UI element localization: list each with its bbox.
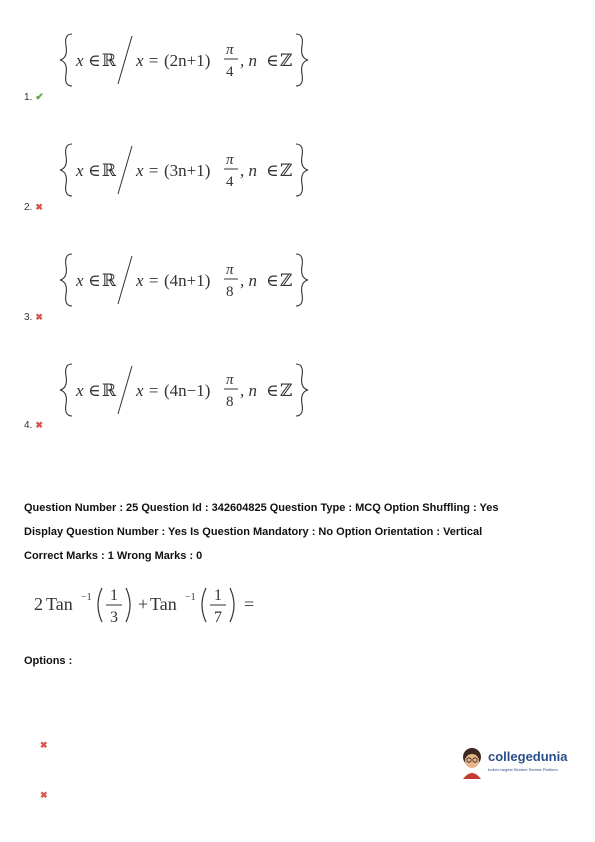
paren-open-2 — [202, 588, 206, 622]
expr-fn-1: Tan — [46, 594, 73, 614]
brace-open — [60, 364, 72, 416]
coef: (3n+1) — [164, 161, 211, 180]
in-symbol: ∈ — [88, 271, 101, 291]
option-1-formula — [60, 30, 340, 95]
slash — [118, 36, 132, 84]
expr-frac2-num: 1 — [214, 587, 222, 604]
brace-close — [296, 364, 308, 416]
pi-symbol: π — [226, 372, 234, 388]
expr-sup-2: −1 — [185, 592, 196, 603]
cross-icon: ✖ — [40, 740, 48, 750]
in-symbol-2: ∈ — [266, 51, 279, 71]
pi-symbol: π — [226, 262, 234, 278]
slash — [118, 146, 132, 194]
question-meta-line3: Correct Marks : 1 Wrong Marks : 0 — [24, 550, 203, 562]
option-4-label — [24, 420, 43, 431]
comma-n: , n — [240, 161, 257, 180]
set-formula-svg — [60, 140, 340, 200]
brace-open — [60, 254, 72, 306]
eq-lhs: x = — [136, 51, 160, 70]
expr-frac1-den: 3 — [110, 609, 118, 626]
question-meta-line1: Question Number : 25 Question Id : 342604825 Question Type : MCQ Option Shuffling : Yes — [24, 502, 499, 514]
logo-tagline: India's largest Student Review Platform — [488, 767, 558, 772]
option-number: 2. — [24, 202, 33, 213]
in-symbol-2: ∈ — [266, 381, 279, 401]
expr-frac1-num: 1 — [110, 587, 118, 604]
option-3-label — [24, 312, 43, 323]
brace-open — [60, 34, 72, 86]
option-3-formula — [60, 250, 340, 315]
option-number: 4. — [24, 420, 33, 431]
expr-frac2-den: 7 — [214, 609, 222, 626]
var-x: x — [76, 381, 84, 400]
option-2-formula — [60, 140, 340, 205]
cross-icon: ✖ — [35, 202, 43, 212]
eq-lhs: x = — [136, 161, 160, 180]
logo-name: collegedunia — [488, 749, 568, 764]
pi-symbol: π — [226, 152, 234, 168]
pi-symbol: π — [226, 42, 234, 58]
set-formula-svg — [60, 250, 340, 310]
paren-close-1 — [126, 588, 130, 622]
set-formula-svg — [60, 360, 340, 420]
option-number: 3. — [24, 312, 33, 323]
paren-open-1 — [98, 588, 102, 622]
option-number: 1. — [24, 92, 33, 103]
options-label: Options : — [24, 655, 73, 667]
var-x: x — [76, 161, 84, 180]
new-option-2-status — [37, 790, 48, 801]
integers-symbol: ℤ — [280, 381, 293, 401]
in-symbol-2: ∈ — [266, 161, 279, 181]
slash — [118, 256, 132, 304]
option-1-label — [24, 92, 44, 103]
new-option-1-status — [37, 740, 48, 751]
var-x: x — [76, 51, 84, 70]
brace-close — [296, 34, 308, 86]
brace-close — [296, 254, 308, 306]
expr-sup-1: −1 — [81, 592, 92, 603]
denominator: 4 — [226, 64, 234, 80]
option-2-label — [24, 202, 43, 213]
denominator: 8 — [226, 394, 234, 410]
reals-symbol: ℝ — [102, 51, 117, 71]
integers-symbol: ℤ — [280, 271, 293, 291]
option-4-formula — [60, 360, 340, 425]
var-x: x — [76, 271, 84, 290]
cross-icon: ✖ — [35, 312, 43, 322]
in-symbol: ∈ — [88, 161, 101, 181]
expr-equals: = — [244, 594, 255, 614]
in-symbol: ∈ — [88, 51, 101, 71]
collegedunia-logo — [458, 745, 578, 781]
coef: (2n+1) — [164, 51, 211, 70]
reals-symbol: ℝ — [102, 271, 117, 291]
eq-lhs: x = — [136, 381, 160, 400]
cross-icon: ✖ — [40, 790, 48, 800]
expr-fn-2: Tan — [150, 594, 177, 614]
denominator: 8 — [226, 284, 234, 300]
in-symbol-2: ∈ — [266, 271, 279, 291]
set-formula-svg — [60, 30, 340, 90]
reals-symbol: ℝ — [102, 381, 117, 401]
integers-symbol: ℤ — [280, 161, 293, 181]
brace-open — [60, 144, 72, 196]
coef: (4n+1) — [164, 271, 211, 290]
mascot-icon — [458, 745, 486, 779]
question-expression — [34, 580, 274, 635]
comma-n: , n — [240, 271, 257, 290]
in-symbol: ∈ — [88, 381, 101, 401]
brace-close — [296, 144, 308, 196]
cross-icon: ✖ — [35, 420, 43, 430]
eq-lhs: x = — [136, 271, 160, 290]
integers-symbol: ℤ — [280, 51, 293, 71]
coef: (4n−1) — [164, 381, 211, 400]
slash — [118, 366, 132, 414]
expr-plus: + — [138, 594, 149, 614]
question-expression-svg — [34, 580, 274, 630]
comma-n: , n — [240, 381, 257, 400]
comma-n: , n — [240, 51, 257, 70]
denominator: 4 — [226, 174, 234, 190]
paren-close-2 — [230, 588, 234, 622]
expr-coef: 2 — [34, 594, 43, 614]
check-icon: ✔ — [35, 92, 44, 103]
reals-symbol: ℝ — [102, 161, 117, 181]
question-meta-line2: Display Question Number : Yes Is Question Mandatory : No Option Orientation : Vertical — [24, 526, 483, 538]
